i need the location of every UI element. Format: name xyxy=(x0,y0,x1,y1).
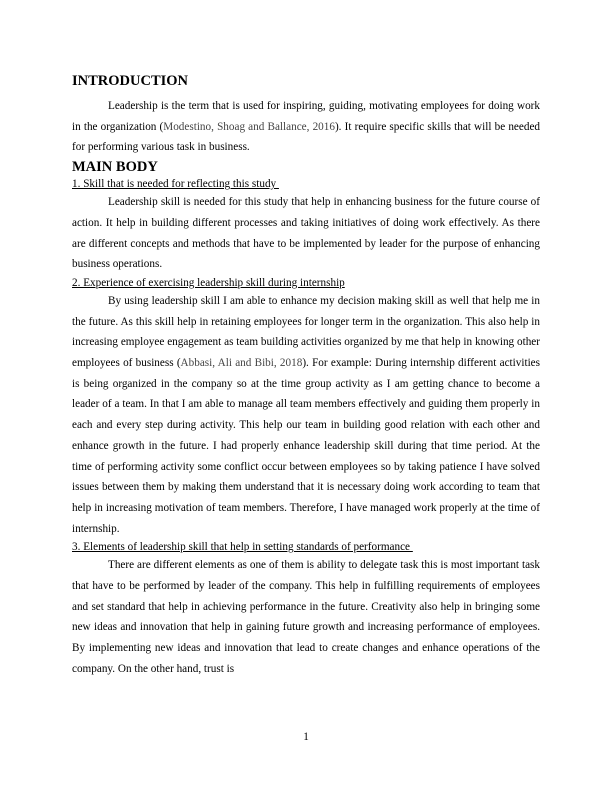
section-3-title: 3. Elements of leadership skill that help in setting standards of performance xyxy=(72,541,413,554)
intro-text-b: ). It require specific skills that will be needed for performing various task in business. xyxy=(72,120,540,154)
page-number: 1 xyxy=(303,731,309,743)
main-body-heading: MAIN BODY xyxy=(72,159,158,176)
section-3-paragraph: There are different elements as one of them is ability to delegate task this is most important task that have to be performed by leader of the company. This help in fulfilling requirements of employees and set standard that help in achieving performance in the future. Creativity also help in bringing some new ideas and innovation that help in gaining future growth and increasing performance of employees. By implementing new ideas and innovation that lead to create changes and enhance operations of the company. On the other hand, trust is xyxy=(72,559,540,675)
section-2-text-a: By using leadership skill I am able to enhance my decision making skill as well that help me in the future. As this skill help in retaining employees for longer term in the organization. This also help in increasing employee engagement as team building activities organized by me that help in knowing other employees of business ( xyxy=(72,294,540,370)
intro-text-a: Leadership is the term that is used for inspiring, guiding, motivating employees for doing work in the organization ( xyxy=(72,100,540,133)
section-2-title: 2. Experience of exercising leadership skill during internship xyxy=(72,276,345,289)
section-2-citation: Abbasi, Ali and Bibi, 2018 xyxy=(180,357,303,370)
section-1-title: 1. Skill that is needed for reflecting this study xyxy=(72,178,279,191)
section-2-text-b: ). For example: During internship different activities is being organized in the company so at the time group activity as I am getting chance to become a leader of a team. In that I am able to manage all team members effectively and guiding them properly in each and every step during activity. This help our team in building good relation with each other and enhance growth in the future. I had properly enhance leadership skill during that time period. At the time of performing activity some conflict occur between employees so by taking patience I have solved issues between them by making them understand that it is necessary doing work according to team that help in increasing motivation of team members. Therefore, I have managed work properly at the time of internship. xyxy=(72,357,540,535)
document-page xyxy=(72,72,540,680)
section-1-paragraph: Leadership skill is needed for this study that help in enhancing business for the future course of action. It help in building different processes and taking initiatives of doing work effectively. As there are different concepts and methods that have to be implemented by leader for the purpose of enhancing business operations. xyxy=(72,196,540,271)
introduction-paragraph xyxy=(72,96,540,158)
section-2-paragraph xyxy=(72,291,540,539)
intro-citation: Modestino, Shoag and Ballance, 2016 xyxy=(163,120,335,133)
introduction-heading: INTRODUCTION xyxy=(72,73,189,89)
